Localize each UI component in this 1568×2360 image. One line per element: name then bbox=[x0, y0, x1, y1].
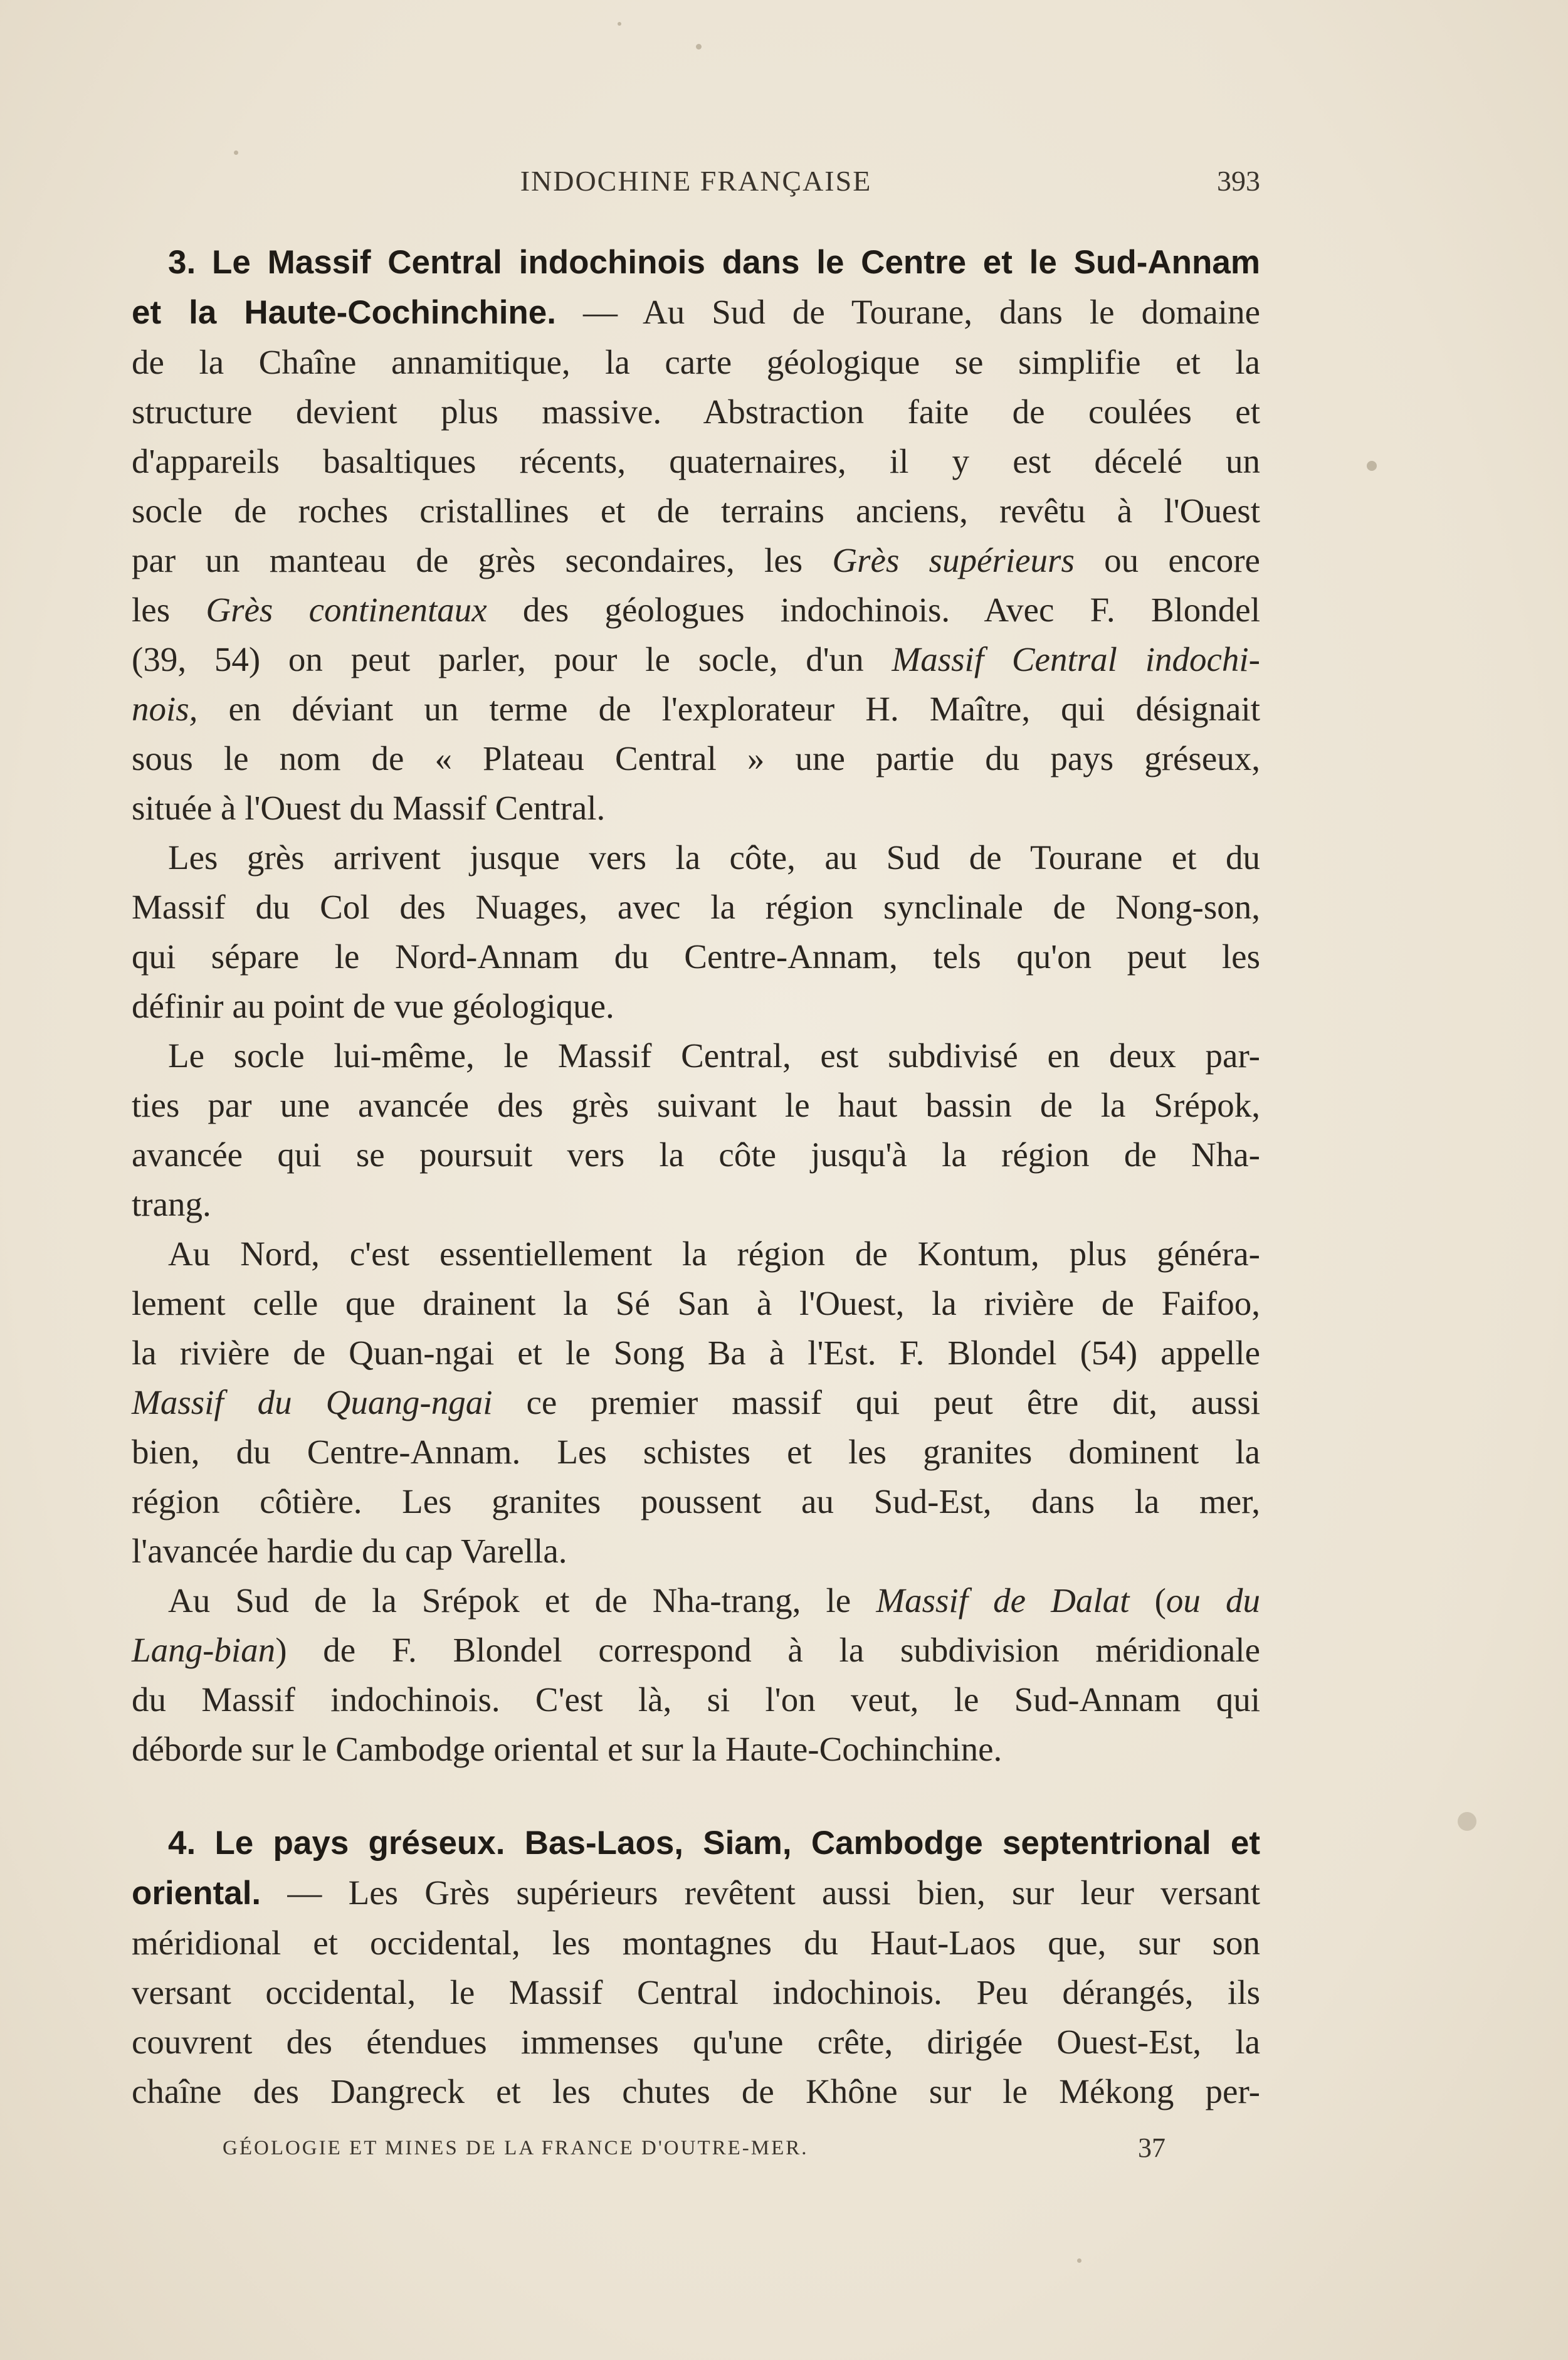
text-line: lement celle que drainent la Sé San à l'Ouest, la rivière de Faifoo, bbox=[132, 1284, 1260, 1322]
text-line: sous le nom de « Plateau Central » une partie du pays gréseux, bbox=[132, 739, 1260, 777]
text-line: par un manteau de grès secondaires, les Grès supérieurs ou encore bbox=[132, 541, 1260, 579]
italic-term: Grès continentaux bbox=[206, 591, 487, 629]
text-line: déborde sur le Cambodge oriental et sur la Haute-Cochinchine. bbox=[132, 1730, 1002, 1768]
main-text bbox=[132, 237, 1260, 2116]
text-line: (39, 54) on peut parler, pour le socle, d'un Massif Central indochi- bbox=[132, 640, 1260, 678]
text-line: l'avancée hardie du cap Varella. bbox=[132, 1532, 567, 1570]
text-line: la rivière de Quan-ngai et le Song Ba à l'Est. F. Blondel (54) appelle bbox=[132, 1334, 1260, 1372]
text-line: chaîne des Dangreck et les chutes de Khône sur le Mékong per- bbox=[132, 2072, 1260, 2110]
text-line: d'appareils basaltiques récents, quaternaires, il y est décelé un bbox=[132, 442, 1260, 480]
text-line: qui sépare le Nord-Annam du Centre-Annam, tels qu'on peut les bbox=[132, 937, 1260, 976]
footer-title: GÉOLOGIE ET MINES DE LA FRANCE D'OUTRE-MER. bbox=[223, 2137, 809, 2159]
text-line: nois, en déviant un terme de l'explorateur H. Maître, qui désignait bbox=[132, 690, 1261, 728]
text-line: Massif du Col des Nuages, avec la région synclinale de Nong-son, bbox=[132, 888, 1260, 926]
text-line: couvrent des étendues immenses qu'une crête, dirigée Ouest-Est, la bbox=[132, 2023, 1260, 2061]
section-title-cont: oriental. bbox=[132, 1875, 261, 1912]
text-line: Au Sud de la Srépok et de Nha-trang, le Massif de Dalat (ou du bbox=[168, 1581, 1261, 1620]
section-number: 4. bbox=[168, 1825, 196, 1862]
text-line: socle de roches cristallines et de terrains anciens, revêtu à l'Ouest bbox=[132, 492, 1260, 530]
text-line: avancée qui se poursuit vers la côte jusqu'à la région de Nha- bbox=[132, 1135, 1260, 1174]
section-4-heading bbox=[132, 1818, 1260, 1868]
paper-speck bbox=[618, 22, 621, 26]
text-line: les Grès continentaux des géologues indochinois. Avec F. Blondel bbox=[132, 591, 1260, 629]
italic-term: Massif du Quang-ngai bbox=[132, 1383, 493, 1421]
text-line: versant occidental, le Massif Central indochinois. Peu dérangés, ils bbox=[132, 1973, 1260, 2011]
text-line: méridional et occidental, les montagnes du Haut-Laos que, sur son bbox=[132, 1924, 1260, 1962]
text-line: et la Haute-Cochinchine. — Au Sud de Tourane, dans le domaine bbox=[132, 293, 1261, 331]
paper-speck bbox=[696, 44, 702, 50]
section-gap bbox=[132, 1774, 1260, 1818]
paper-speck bbox=[1077, 2258, 1081, 2263]
text-line: définir au point de vue géologique. bbox=[132, 987, 614, 1025]
paper-speck bbox=[1367, 461, 1377, 471]
section-title-cont: et la Haute-Cochinchine. bbox=[132, 294, 556, 331]
italic-term: Massif Central indochi- bbox=[892, 640, 1260, 678]
text-line: Les grès arrivent jusque vers la côte, au Sud de Tourane et du bbox=[168, 838, 1260, 877]
section-title: Le Massif Central indochinois dans le Centre et le Sud-Annam bbox=[211, 244, 1260, 281]
text-line: région côtière. Les granites poussent au Sud-Est, dans la mer, bbox=[132, 1482, 1260, 1520]
section-3-heading bbox=[132, 237, 1260, 287]
section-number: 3. bbox=[168, 244, 196, 281]
section-title: Le pays gréseux. Bas-Laos, Siam, Cambodge septentrional et bbox=[214, 1825, 1260, 1862]
text-line: Au Nord, c'est essentiellement la région de Kontum, plus généra- bbox=[168, 1235, 1260, 1273]
running-header bbox=[132, 164, 1260, 214]
text-line: Le socle lui-même, le Massif Central, est subdivisé en deux par- bbox=[168, 1036, 1260, 1075]
paper-speck bbox=[1458, 1812, 1476, 1831]
text-line: bien, du Centre-Annam. Les schistes et les granites dominent la bbox=[132, 1433, 1260, 1471]
italic-term: ou du bbox=[1165, 1581, 1261, 1620]
signature-mark: 37 bbox=[1138, 2132, 1165, 2163]
text-line: située à l'Ouest du Massif Central. bbox=[132, 789, 606, 827]
page-number: 393 bbox=[1217, 165, 1260, 197]
paper-speck bbox=[234, 150, 238, 155]
italic-term: Grès supérieurs bbox=[832, 541, 1075, 579]
text-line: Massif du Quang-ngai ce premier massif qui peut être dit, aussi bbox=[132, 1383, 1261, 1421]
text-line: Lang-bian) de F. Blondel correspond à la subdivision méridionale bbox=[132, 1631, 1260, 1669]
running-title: INDOCHINE FRANÇAISE bbox=[520, 165, 872, 197]
italic-term: nois, bbox=[132, 690, 198, 728]
text-line: trang. bbox=[132, 1185, 211, 1223]
text-line: ties par une avancée des grès suivant le haut bassin de la Srépok, bbox=[132, 1086, 1260, 1124]
text-line: oriental. — Les Grès supérieurs revêtent aussi bien, sur leur versant bbox=[132, 1873, 1260, 1912]
italic-term: Lang-bian bbox=[132, 1631, 276, 1669]
text-line: structure devient plus massive. Abstraction faite de coulées et bbox=[132, 392, 1260, 431]
text-line: du Massif indochinois. C'est là, si l'on veut, le Sud-Annam qui bbox=[132, 1680, 1260, 1719]
footer bbox=[223, 2132, 1176, 2174]
text-line: de la Chaîne annamitique, la carte géologique se simplifie et la bbox=[132, 343, 1260, 381]
italic-term: Massif de Dalat bbox=[876, 1581, 1130, 1620]
